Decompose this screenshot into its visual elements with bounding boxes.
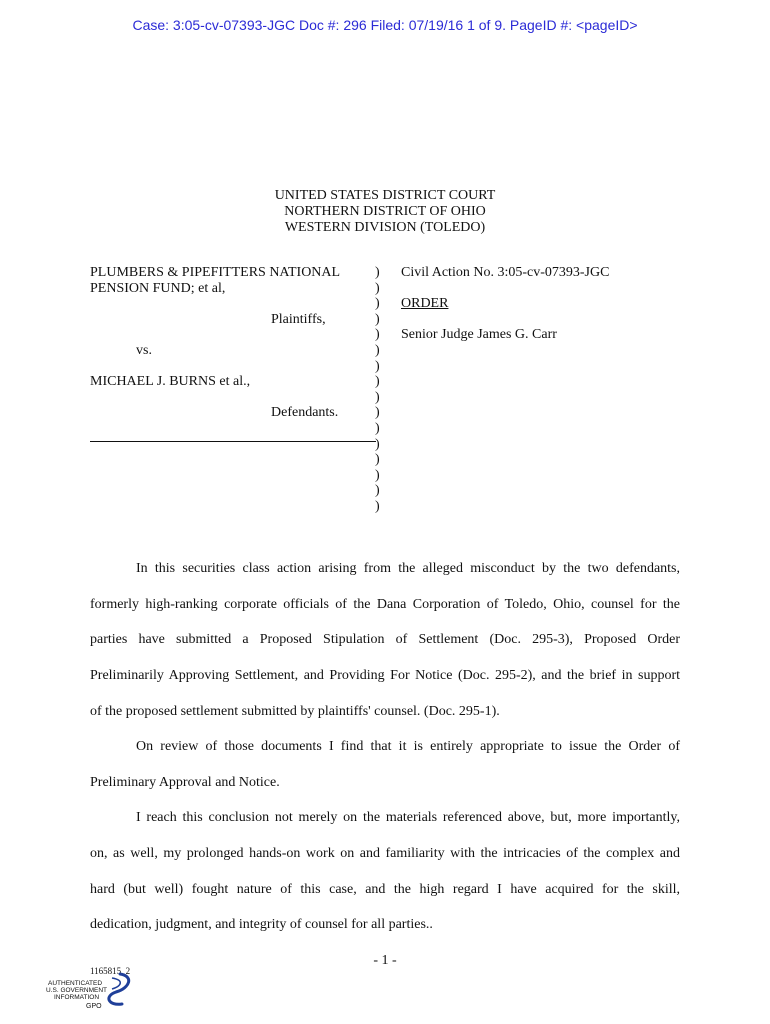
caption-parentheses: ) ) ) ) ) ) ) ) ) ) ) ) ) ) ) ): [375, 265, 380, 514]
document-code: 1165815_2: [90, 966, 131, 976]
plaintiff-name-line1: PLUMBERS & PIPEFITTERS NATIONAL: [90, 265, 341, 280]
defendant-name: MICHAEL J. BURNS et al.,: [90, 374, 251, 389]
seal-text-line: GPO: [86, 1003, 102, 1010]
body-line: On review of those documents I find that it is entirely appropriate to issue the Order of: [136, 739, 680, 754]
court-division: WESTERN DIVISION (TOLEDO): [284, 220, 486, 235]
body-line: parties have submitted a Proposed Stipulation of Settlement (Doc. 295-3), Proposed Order: [90, 632, 680, 647]
plaintiffs-label: Plaintiffs,: [271, 312, 326, 327]
body-line: formerly high-ranking corporate officials of the Dana Corporation of Toledo, Ohio, counsel for the: [90, 597, 680, 612]
order-title: ORDER: [401, 296, 449, 311]
page-number: - 1 -: [373, 953, 397, 968]
civil-action-number: Civil Action No. 3:05-cv-07393-JGC: [401, 265, 610, 280]
filing-header-stamp: Case: 3:05-cv-07393-JGC Doc #: 296 Filed: 07/19/16 1 of 9. PageID #: <pageID>: [132, 17, 638, 33]
body-line: Preliminarily Approving Settlement, and Providing For Notice (Doc. 295-2), and the brief in support: [90, 668, 680, 683]
body-line: I reach this conclusion not merely on the materials referenced above, but, more importantly,: [136, 810, 680, 825]
body-line: of the proposed settlement submitted by plaintiffs' counsel. (Doc. 295-1).: [90, 704, 500, 719]
versus-label: vs.: [136, 343, 152, 358]
seal-text-line: U.S. GOVERNMENT: [46, 987, 108, 994]
seal-text-line: AUTHENTICATED: [48, 980, 103, 987]
body-line: Preliminary Approval and Notice.: [90, 775, 280, 790]
body-line: dedication, judgment, and integrity of counsel for all parties..: [90, 917, 433, 932]
seal-text-line: INFORMATION: [54, 994, 100, 1001]
plaintiff-name-line2: PENSION FUND; et al,: [90, 281, 226, 296]
court-district: NORTHERN DISTRICT OF OHIO: [284, 204, 486, 219]
judge-name: Senior Judge James G. Carr: [401, 327, 557, 342]
body-line: In this securities class action arising from the alleged misconduct by the two defendants,: [136, 561, 680, 576]
body-line: hard (but well) fought nature of this case, and the high regard I have acquired for the skill,: [90, 882, 680, 897]
body-line: on, as well, my prolonged hands-on work on and familiarity with the intricacies of the complex and: [90, 846, 680, 861]
defendants-label: Defendants.: [271, 405, 339, 420]
gpo-authentication-seal: [42, 970, 142, 1018]
court-name: UNITED STATES DISTRICT COURT: [274, 188, 496, 203]
caption-divider: [90, 441, 376, 442]
